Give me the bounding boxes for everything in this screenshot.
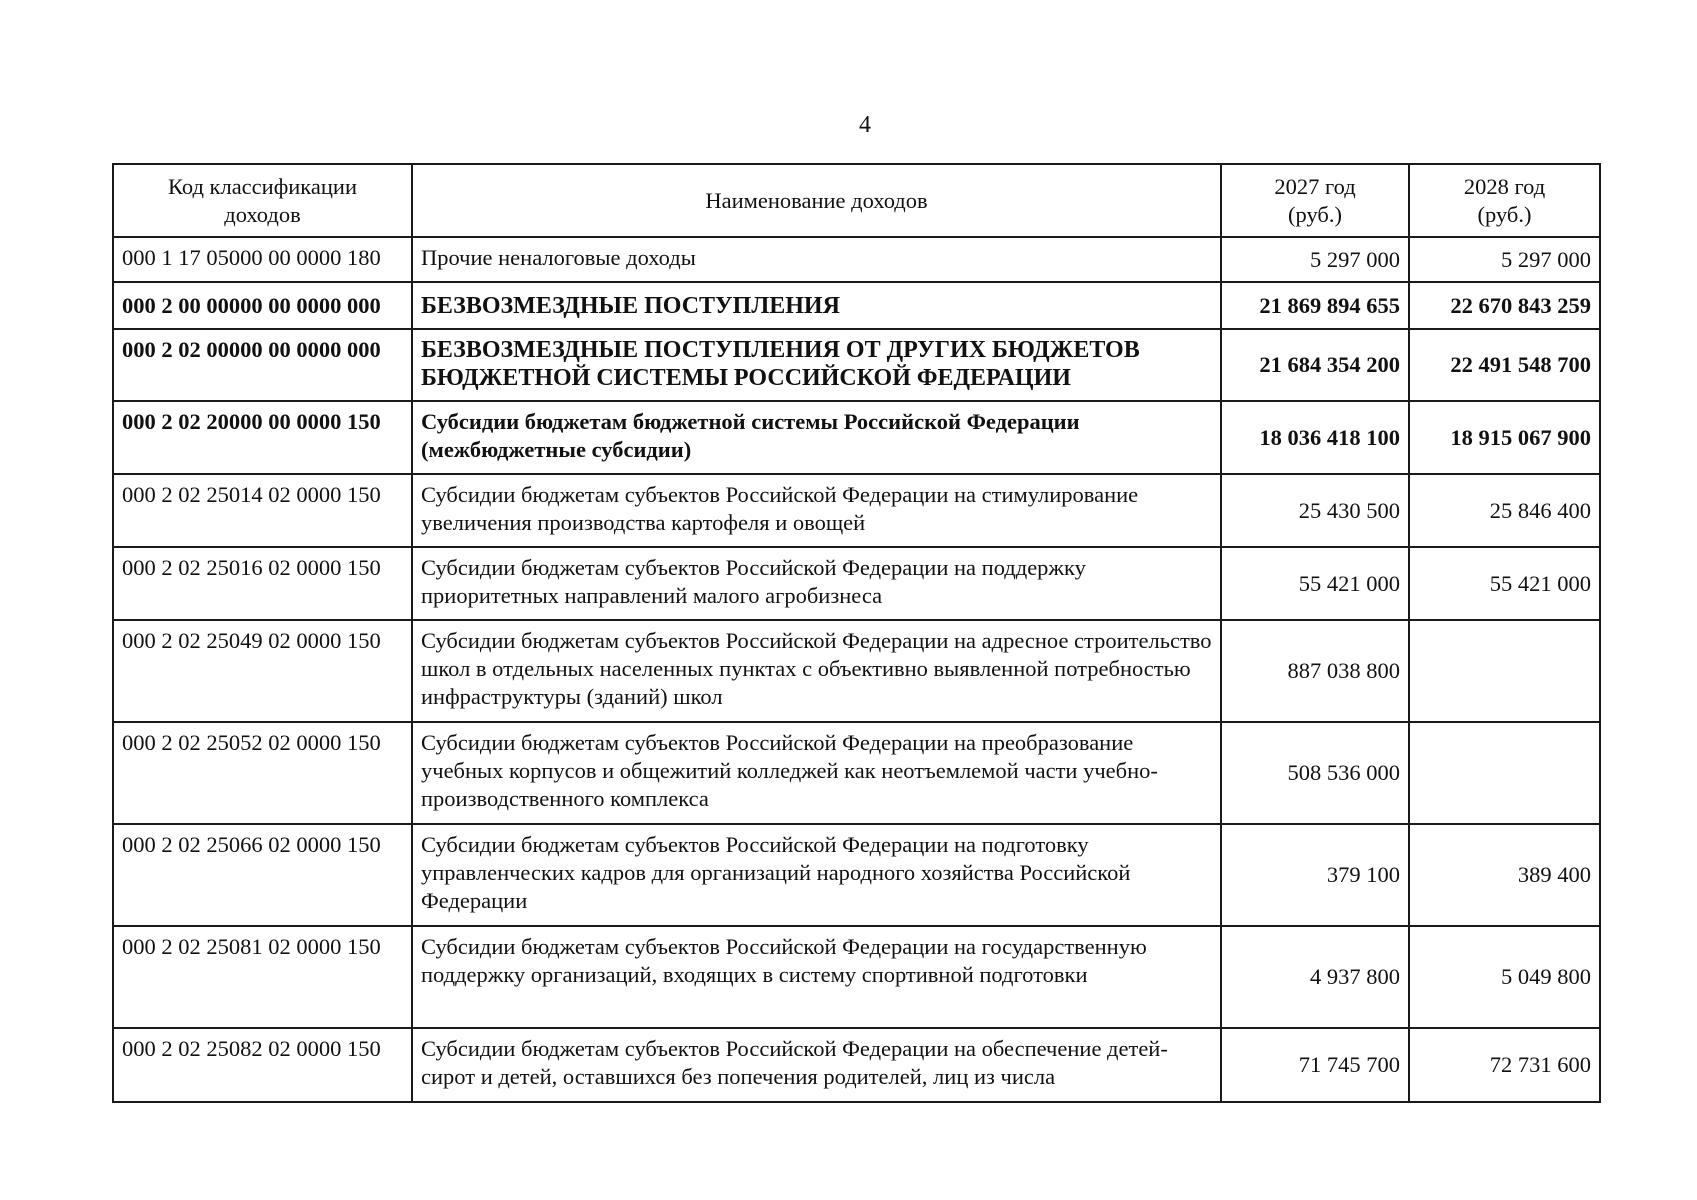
- row-value-2028: 389 400: [1409, 824, 1600, 926]
- header-2028-year: 2028 год: [1463, 173, 1546, 199]
- revenue-table: [112, 163, 1601, 1103]
- row-value-2027: 508 536 000: [1221, 722, 1409, 824]
- row-value-2028: 18 915 067 900: [1409, 401, 1600, 474]
- table-row: [113, 282, 1600, 329]
- row-value-2027: 5 297 000: [1221, 237, 1409, 282]
- row-name: Субсидии бюджетам субъектов Российской Федерации на поддержку приоритетных направлений малого агробизнеса: [412, 547, 1221, 620]
- row-value-2028: [1409, 722, 1600, 824]
- header-2028: [1409, 164, 1600, 237]
- row-name: БЕЗВОЗМЕЗДНЫЕ ПОСТУПЛЕНИЯ: [412, 282, 1221, 329]
- row-value-2028: 22 491 548 700: [1409, 329, 1600, 401]
- row-code: 000 2 02 25049 02 0000 150: [113, 620, 412, 722]
- table-header-row: [113, 164, 1600, 237]
- row-code: 000 2 02 25081 02 0000 150: [113, 926, 412, 1028]
- table-row: [113, 926, 1600, 1028]
- table-row: [113, 401, 1600, 474]
- table-row: [113, 620, 1600, 722]
- row-value-2027: 21 869 894 655: [1221, 282, 1409, 329]
- row-value-2027: 25 430 500: [1221, 474, 1409, 547]
- page-number: 4: [859, 112, 871, 138]
- table-row: [113, 1028, 1600, 1102]
- table-row: [113, 824, 1600, 926]
- row-value-2028: 22 670 843 259: [1409, 282, 1600, 329]
- table-row: [113, 722, 1600, 824]
- row-value-2028: 55 421 000: [1409, 547, 1600, 620]
- row-name: Субсидии бюджетам субъектов Российской Федерации на преобразование учебных корпусов и общежитий колледжей как неотъемлемой части учебно-производственного комплекса: [412, 722, 1221, 824]
- row-code: 000 2 02 25082 02 0000 150: [113, 1028, 412, 1102]
- row-name: Субсидии бюджетам субъектов Российской Федерации на адресное строительство школ в отдельных населенных пунктах с объективно выявленной потребностью инфраструктуры (зданий) школ: [412, 620, 1221, 722]
- table-row: [113, 547, 1600, 620]
- row-value-2027: 71 745 700: [1221, 1028, 1409, 1102]
- row-value-2027: 21 684 354 200: [1221, 329, 1409, 401]
- row-code: 000 2 02 25014 02 0000 150: [113, 474, 412, 547]
- header-name: Наименование доходов: [412, 164, 1221, 237]
- table-row: [113, 329, 1600, 401]
- row-value-2028: 5 297 000: [1409, 237, 1600, 282]
- header-2027-year: 2027 год: [1274, 173, 1356, 199]
- row-value-2027: 18 036 418 100: [1221, 401, 1409, 474]
- header-code: Код классификации доходов: [113, 164, 412, 237]
- table-row: [113, 474, 1600, 547]
- row-value-2027: 379 100: [1221, 824, 1409, 926]
- header-2027: [1221, 164, 1409, 237]
- row-code: 000 1 17 05000 00 0000 180: [113, 237, 412, 282]
- row-value-2028: 5 049 800: [1409, 926, 1600, 1028]
- row-name: Субсидии бюджетам субъектов Российской Федерации на государственную поддержку организаций, входящих в систему спортивной подготовки: [412, 926, 1221, 1028]
- row-name: Прочие неналоговые доходы: [412, 237, 1221, 282]
- row-value-2028: [1409, 620, 1600, 722]
- row-code: 000 2 02 25016 02 0000 150: [113, 547, 412, 620]
- header-2028-unit: (руб.): [1477, 201, 1532, 227]
- row-code: 000 2 02 00000 00 0000 000: [113, 329, 412, 401]
- row-value-2028: 72 731 600: [1409, 1028, 1600, 1102]
- row-value-2027: 887 038 800: [1221, 620, 1409, 722]
- row-name: Субсидии бюджетам бюджетной системы Российской Федерации (межбюджетные субсидии): [412, 401, 1221, 474]
- row-code: 000 2 02 20000 00 0000 150: [113, 401, 412, 474]
- row-name: Субсидии бюджетам субъектов Российской Федерации на стимулирование увеличения производства картофеля и овощей: [412, 474, 1221, 547]
- row-value-2028: 25 846 400: [1409, 474, 1600, 547]
- row-code: 000 2 02 25066 02 0000 150: [113, 824, 412, 926]
- row-value-2027: 4 937 800: [1221, 926, 1409, 1028]
- row-name: Субсидии бюджетам субъектов Российской Федерации на обеспечение детей-сирот и детей, оставшихся без попечения родителей, лиц из числа: [412, 1028, 1221, 1102]
- row-name: Субсидии бюджетам субъектов Российской Федерации на подготовку управленческих кадров для организаций народного хозяйства Российской Федерации: [412, 824, 1221, 926]
- row-name: БЕЗВОЗМЕЗДНЫЕ ПОСТУПЛЕНИЯ ОТ ДРУГИХ БЮДЖЕТОВ БЮДЖЕТНОЙ СИСТЕМЫ РОССИЙСКОЙ ФЕДЕРАЦИИ: [412, 329, 1221, 401]
- row-value-2027: 55 421 000: [1221, 547, 1409, 620]
- row-code: 000 2 00 00000 00 0000 000: [113, 282, 412, 329]
- row-code: 000 2 02 25052 02 0000 150: [113, 722, 412, 824]
- table-row: [113, 237, 1600, 282]
- header-2027-unit: (руб.): [1288, 201, 1342, 227]
